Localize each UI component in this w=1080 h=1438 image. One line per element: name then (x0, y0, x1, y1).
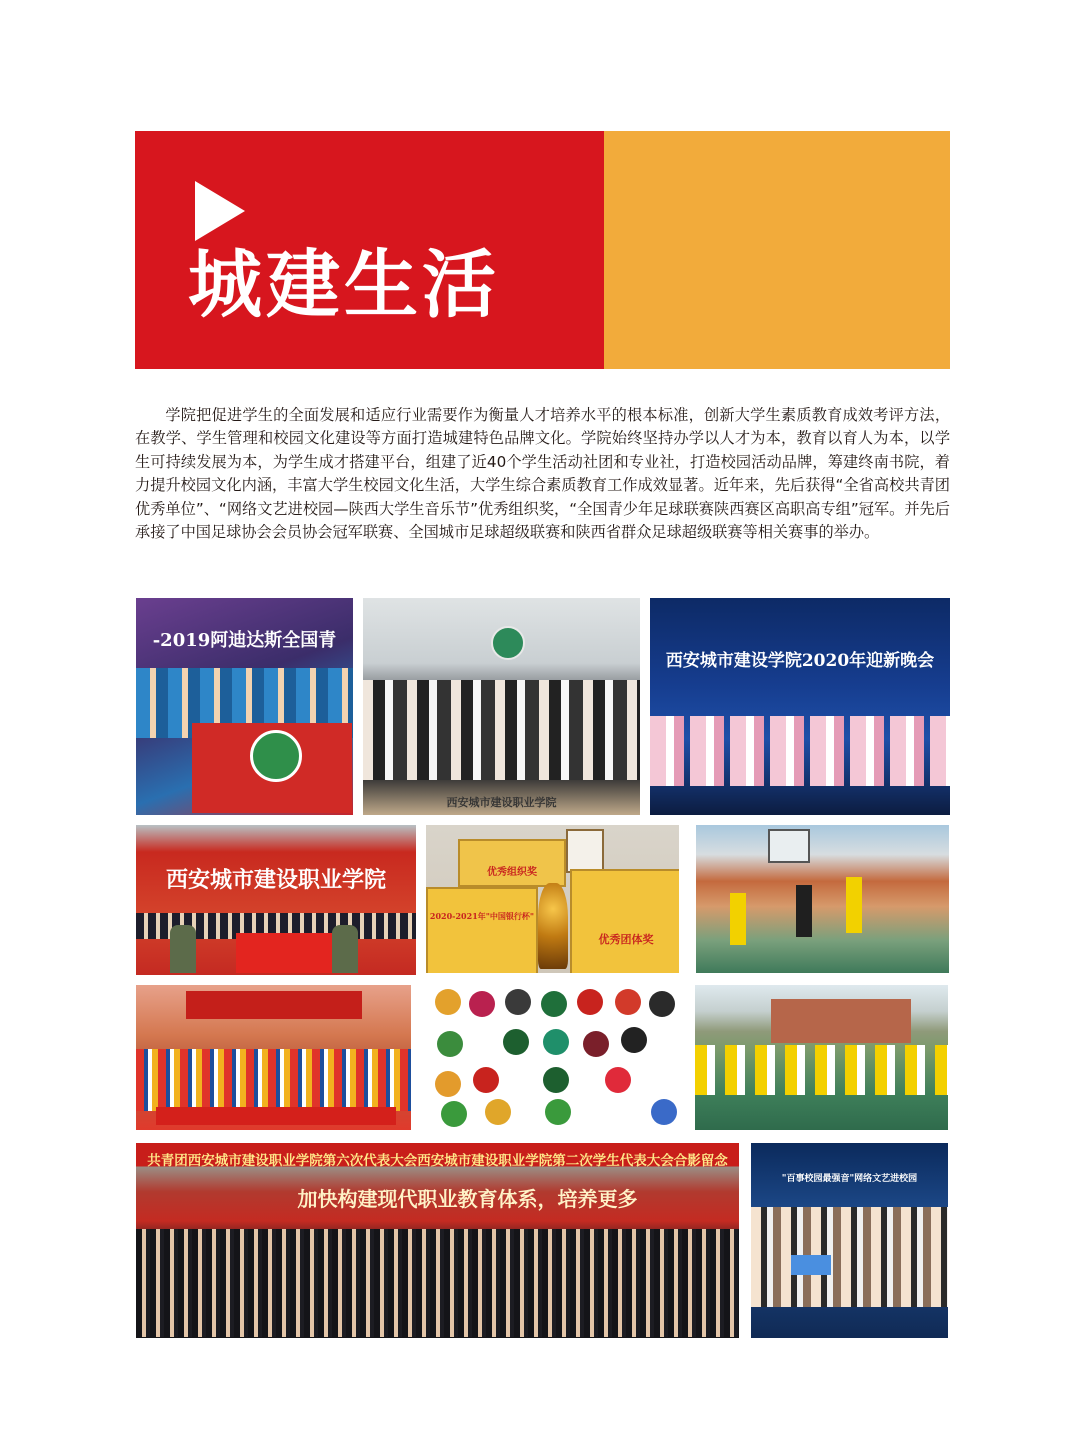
play-triangle-icon (195, 181, 245, 241)
photo-sports-meet (136, 825, 416, 975)
photo-volunteer-group (136, 985, 411, 1130)
banner-red-panel (135, 131, 604, 369)
plaque-text: 优秀组织奖 (487, 867, 537, 878)
photo-banner-text: 西安城市建设职业学院 (446, 796, 557, 809)
photo-cheerleading (695, 985, 948, 1130)
photo-banner-text: 西安城市建设职业学院 (165, 867, 386, 893)
photo-basketball (696, 825, 949, 973)
photo-awards (426, 825, 679, 973)
photo-football-team (136, 598, 353, 815)
photo-welcome-gala (650, 598, 950, 815)
photo-slogan: 加快构建现代职业教育体系，培养更多 (297, 1187, 638, 1211)
section-banner (135, 131, 950, 369)
photo-congress-group (136, 1143, 739, 1338)
photo-banner-text: "百事校园最强音"网络文艺进校园 (781, 1174, 918, 1184)
intro-paragraph: 学院把促进学生的全面发展和适应行业需要作为衡量人才培养水平的根本标准，创新大学生素质教育成效考评方法，在教学、学生管理和校园文化建设等方面打造城建特色品牌文化。学院始终坚持办学以人才为本，教育以育人为本，以学生可持续发展为本，为学生成才搭建平台，组建了近40个学生活动社团和专业社，打造校园活动品牌，筹建终南书院，着力提升校园文化内涵，丰富大学生校园文化生活，大学生综合素质教育工作成效显著。近年来，先后获得“全省高校共青团优秀单位”、“网络文艺进校园—陕西大学生音乐节”优秀组织奖，“全国青少年足球联赛陕西赛区高职高专组”冠军。并先后承接了中国足球协会会员协会冠军联赛、全国城市足球超级联赛和陕西省群众足球超级联赛等相关赛事的举办。 (135, 406, 950, 542)
plaque-text: 2020-2021年"中国银行杯" (429, 911, 535, 921)
photo-meeting (363, 598, 640, 815)
plaque-text: 优秀团体奖 (598, 933, 654, 946)
banner-gold-panel (604, 131, 950, 369)
photo-banner-text: -2019阿迪达斯全国青 (152, 630, 337, 651)
photo-banner-text: 西安城市建设学院2020年迎新晚会 (665, 651, 935, 671)
photo-music-festival (751, 1143, 948, 1338)
photo-caption: 共青团西安城市建设职业学院第六次代表大会西安城市建设职业学院第二次学生代表大会合影留念 (147, 1153, 728, 1169)
photo-club-logos (425, 985, 680, 1130)
section-title: 城建生活 (188, 242, 500, 328)
